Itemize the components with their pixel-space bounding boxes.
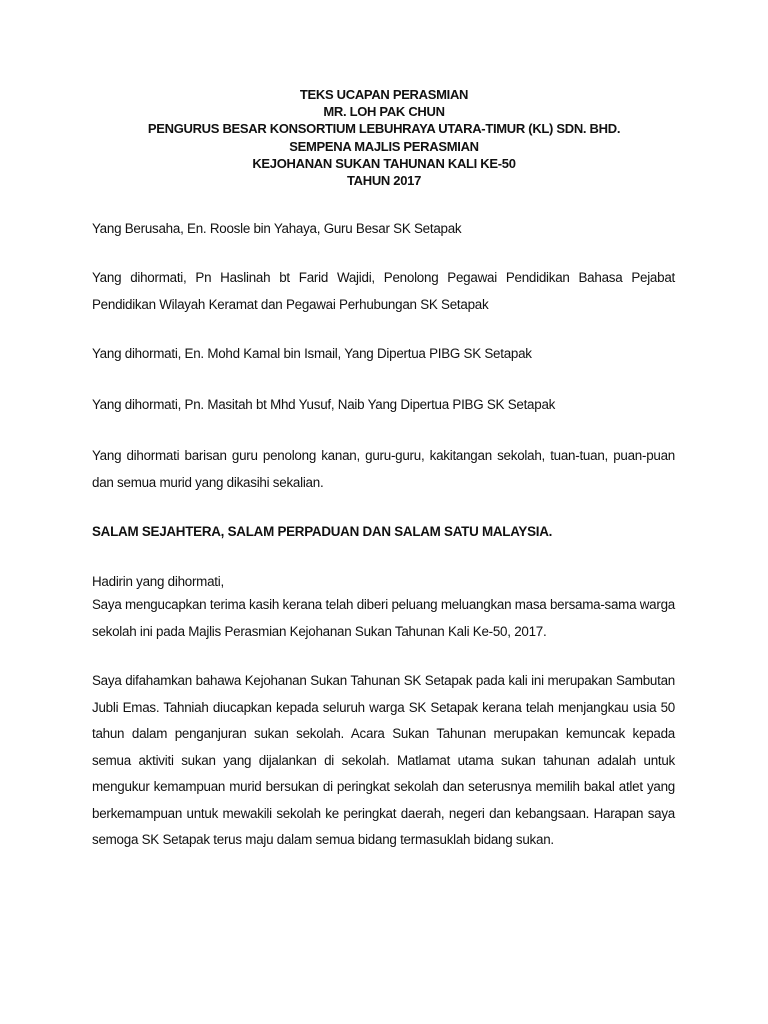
speech-title-block — [92, 86, 676, 189]
salutation-naib-yang-dipertua: Yang dihormati, Pn. Masitah bt Mhd Yusuf, Naib Yang Dipertua PIBG SK Setapak — [92, 397, 556, 412]
title-line: KEJOHANAN SUKAN TAHUNAN KALI KE-50 — [252, 155, 516, 171]
greeting-heading: SALAM SEJAHTERA, SALAM PERPADUAN DAN SALAM SATU MALAYSIA. — [92, 524, 553, 539]
salutation-general: Yang dihormati barisan guru penolong kanan, guru-guru, kakitangan sekolah, tuan-tuan, puan-puan dan semua murid yang dikasihi sekalian. — [92, 448, 675, 490]
title-line: PENGURUS BESAR KONSORTIUM LEBUHRAYA UTARA-TIMUR (KL) SDN. BHD. — [147, 121, 621, 137]
address-line: Hadirin yang dihormati, — [92, 574, 224, 589]
title-line: SEMPENA MAJLIS PERASMIAN — [289, 138, 479, 154]
title-line: MR. LOH PAK CHUN — [323, 104, 445, 120]
title-line: TEKS UCAPAN PERASMIAN — [299, 87, 469, 102]
salutation-guru-besar: Yang Berusaha, En. Roosle bin Yahaya, Guru Besar SK Setapak — [92, 221, 462, 236]
body-paragraph: Saya difahamkan bahawa Kejohanan Sukan Tahunan SK Setapak pada kali ini merupakan Sambutan Jubli Emas. Tahniah diucapkan kepada seluruh warga SK Setapak kerana telah menjangkau usia 50 tahun dalam penganjuran sukan sekolah. Acara Sukan Tahunan merupakan kemuncak kepada semua aktiviti sukan yang dijalankan di sekolah. Matlamat utama sukan tahunan adalah untuk mengukur kemampuan murid bersukan di peringkat sekolah dan seterusnya memilih bakal atlet yang berkemampuan untuk mewakili sekolah ke peringkat daerah, negeri dan kebangsaan. Harapan saya semoga SK Setapak terus maju dalam semua bidang termasuklah bidang sukan. — [92, 673, 675, 847]
body-paragraph: Saya mengucapkan terima kasih kerana telah diberi peluang meluangkan masa bersama-sama warga sekolah ini pada Majlis Perasmian Kejohanan Sukan Tahunan Kali Ke-50, 2017. — [92, 597, 675, 639]
salutation-penolong-pegawai: Yang dihormati, Pn Haslinah bt Farid Wajidi, Penolong Pegawai Pendidikan Bahasa Pejabat Pendidikan Wilayah Keramat dan Pegawai Perhubungan SK Setapak — [92, 270, 675, 312]
salutation-yang-dipertua: Yang dihormati, En. Mohd Kamal bin Ismail, Yang Dipertua PIBG SK Setapak — [92, 346, 532, 361]
title-line: TAHUN 2017 — [346, 173, 422, 189]
